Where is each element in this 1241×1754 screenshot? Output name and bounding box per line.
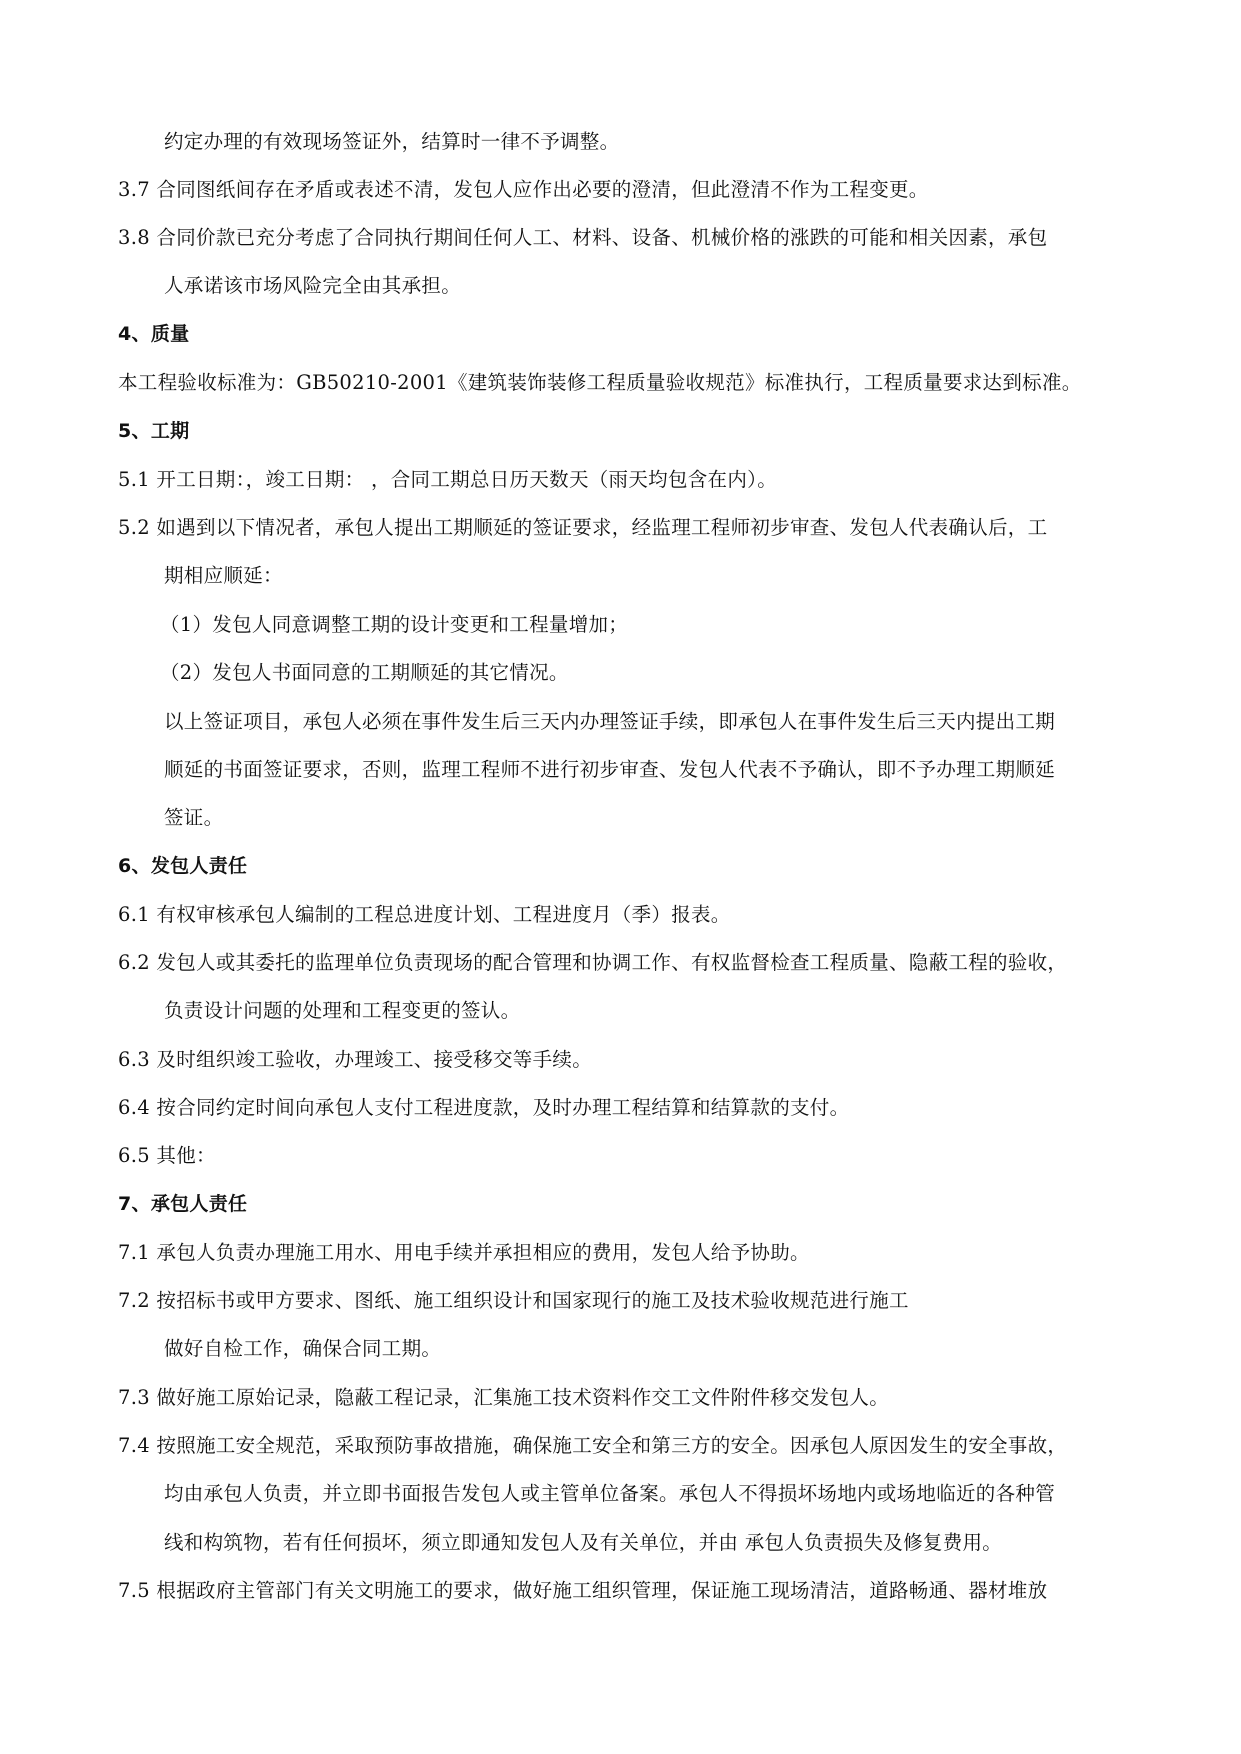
clause-3-8: 3.8 合同价款已充分考虑了合同执行期间任何人工、材料、设备、机械价格的涨跌的可能和相关因素，承包 — [118, 226, 1048, 249]
section-heading-contractor: 7、承包人责任 — [118, 1193, 248, 1215]
clause-7-4: 7.4 按照施工安全规范，采取预防事故措施，确保施工安全和第三方的安全。因承包人原因发生的安全事故， — [118, 1434, 1068, 1457]
text-line: 负责设计问题的处理和工程变更的签认。 — [164, 999, 521, 1022]
text-line: 均由承包人负责，并立即书面报告发包人或主管单位备案。承包人不得损坏场地内或场地临近的各种管 — [164, 1482, 1056, 1505]
list-item: （1）发包人同意调整工期的设计变更和工程量增加； — [160, 613, 629, 636]
clause-5-2: 5.2 如遇到以下情况者，承包人提出工期顺延的签证要求，经监理工程师初步审查、发包人代表确认后，工 — [118, 516, 1048, 539]
section-heading-quality: 4、质量 — [118, 323, 190, 345]
clause-7-1: 7.1 承包人负责办理施工用水、用电手续并承担相应的费用，发包人给予协助。 — [118, 1241, 810, 1264]
clause-6-1: 6.1 有权审核承包人编制的工程总进度计划、工程进度月（季）报表。 — [118, 903, 731, 926]
quality-standard-text: 本工程验收标准为：GB50210-2001《建筑装饰装修工程质量验收规范》标准执行，工程质量要求达到标准。 — [118, 371, 1082, 394]
clause-6-4: 6.4 按合同约定时间向承包人支付工程进度款，及时办理工程结算和结算款的支付。 — [118, 1096, 850, 1119]
text-line: 人承诺该市场风险完全由其承担。 — [164, 274, 462, 297]
clause-6-5: 6.5 其他： — [118, 1144, 216, 1167]
clause-5-1: 5.1 开工日期：，竣工日期： ，合同工期总日历天数天（雨天均包含在内）。 — [118, 468, 778, 491]
clause-6-3: 6.3 及时组织竣工验收，办理竣工、接受移交等手续。 — [118, 1048, 593, 1071]
clause-7-3: 7.3 做好施工原始记录，隐蔽工程记录，汇集施工技术资料作交工文件附件移交发包人。 — [118, 1386, 890, 1409]
text-line: 线和构筑物，若有任何损坏，须立即通知发包人及有关单位，并由 承包人负责损失及修复费用。 — [164, 1531, 1003, 1554]
clause-7-2: 7.2 按招标书或甲方要求、图纸、施工组织设计和国家现行的施工及技术验收规范进行施工 — [118, 1289, 909, 1312]
list-item: （2）发包人书面同意的工期顺延的其它情况。 — [160, 661, 569, 684]
text-line: 期相应顺延： — [164, 564, 283, 587]
clause-7-5: 7.5 根据政府主管部门有关文明施工的要求，做好施工组织管理，保证施工现场清洁，道路畅通、器材堆放 — [118, 1579, 1048, 1602]
text-line: 顺延的书面签证要求，否则，监理工程师不进行初步审查、发包人代表不予确认，即不予办理工期顺延 — [164, 758, 1056, 781]
clause-6-2: 6.2 发包人或其委托的监理单位负责现场的配合管理和协调工作、有权监督检查工程质量、隐蔽工程的验收， — [118, 951, 1068, 974]
text-line: 签证。 — [164, 806, 224, 829]
text-line: 约定办理的有效现场签证外，结算时一律不予调整。 — [164, 130, 620, 153]
text-line: 以上签证项目，承包人必须在事件发生后三天内办理签证手续，即承包人在事件发生后三天内提出工期 — [164, 710, 1056, 733]
clause-3-7: 3.7 合同图纸间存在矛盾或表述不清，发包人应作出必要的澄清，但此澄清不作为工程变更。 — [118, 178, 929, 201]
section-heading-schedule: 5、工期 — [118, 420, 190, 442]
section-heading-employer: 6、发包人责任 — [118, 855, 248, 877]
text-line: 做好自检工作，确保合同工期。 — [164, 1337, 442, 1360]
